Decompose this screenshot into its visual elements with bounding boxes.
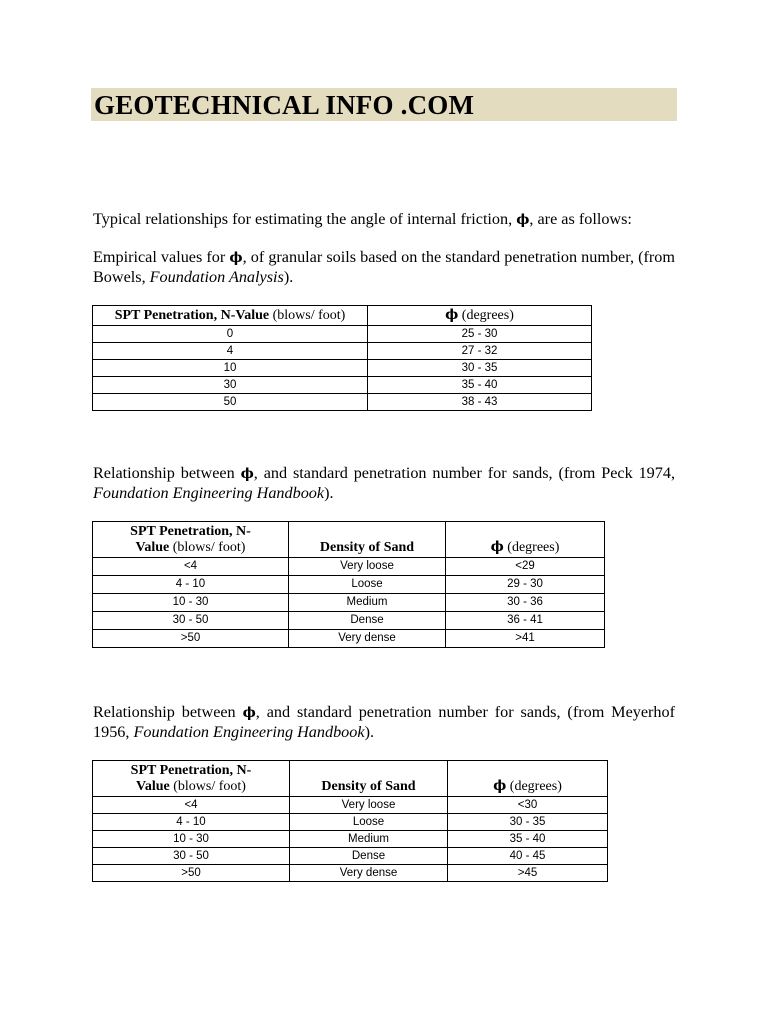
- intro-paragraph: Typical relationships for estimating the angle of internal friction, ϕ, are as follows:: [93, 210, 632, 228]
- bowels-table: [92, 305, 592, 411]
- meyerhof-table: [92, 760, 608, 882]
- table-header-row: [93, 522, 605, 558]
- phi-header: ϕ (degrees): [446, 522, 605, 558]
- table-row: 10 30 - 35: [93, 360, 592, 377]
- phi-symbol: ϕ: [240, 466, 254, 482]
- table-row: 4 27 - 32: [93, 343, 592, 360]
- table-row: 4 - 10 Loose 30 - 35: [93, 814, 608, 831]
- table-row: 0 25 - 30: [93, 326, 592, 343]
- n-value-header: SPT Penetration, N- Value (blows/ foot): [93, 761, 290, 797]
- phi-header: ϕ (degrees): [448, 761, 608, 797]
- site-banner: [91, 88, 677, 121]
- table-row: 4 - 10 Loose 29 - 30: [93, 576, 605, 594]
- table-header-row: [93, 761, 608, 797]
- site-title: GEOTECHNICAL INFO .COM: [94, 90, 475, 120]
- book-title: Foundation Analysis: [149, 268, 284, 286]
- table-header-row: [93, 306, 592, 326]
- table-row: 30 - 50 Dense 40 - 45: [93, 848, 608, 865]
- meyerhof-paragraph: Relationship between ϕ, and standard penetration number for sands, (from Meyerhof 1956, Foundation Engineering Handbook).: [93, 703, 676, 741]
- density-header: Density of Sand: [289, 522, 446, 558]
- phi-symbol: ϕ: [516, 212, 530, 228]
- peck-paragraph: Relationship between ϕ, and standard penetration number for sands, (from Peck 1974, Foundation Engineering Handbook).: [93, 464, 675, 502]
- book-title: Foundation Engineering Handbook: [93, 484, 325, 502]
- table-row: 10 - 30 Medium 35 - 40: [93, 831, 608, 848]
- table-row: 30 35 - 40: [93, 377, 592, 394]
- phi-symbol: ϕ: [242, 705, 256, 721]
- table-row: >50 Very dense >45: [93, 865, 608, 882]
- bowels-paragraph: Empirical values for ϕ, of granular soils based on the standard penetration number, (from Bowels, Foundation Analysis).: [93, 248, 675, 286]
- phi-symbol: ϕ: [229, 250, 243, 266]
- density-header: Density of Sand: [290, 761, 448, 797]
- table-row: 10 - 30 Medium 30 - 36: [93, 594, 605, 612]
- table-row: <4 Very loose <29: [93, 558, 605, 576]
- phi-header: ϕ (degrees): [368, 306, 592, 326]
- table-row: 50 38 - 43: [93, 394, 592, 411]
- n-value-header: SPT Penetration, N-Value (blows/ foot): [93, 306, 368, 326]
- n-value-header: SPT Penetration, N- Value (blows/ foot): [93, 522, 289, 558]
- table-row: <4 Very loose <30: [93, 797, 608, 814]
- table-row: 30 - 50 Dense 36 - 41: [93, 612, 605, 630]
- book-title: Foundation Engineering Handbook: [133, 723, 365, 741]
- table-row: >50 Very dense >41: [93, 630, 605, 648]
- peck-table: [92, 521, 605, 648]
